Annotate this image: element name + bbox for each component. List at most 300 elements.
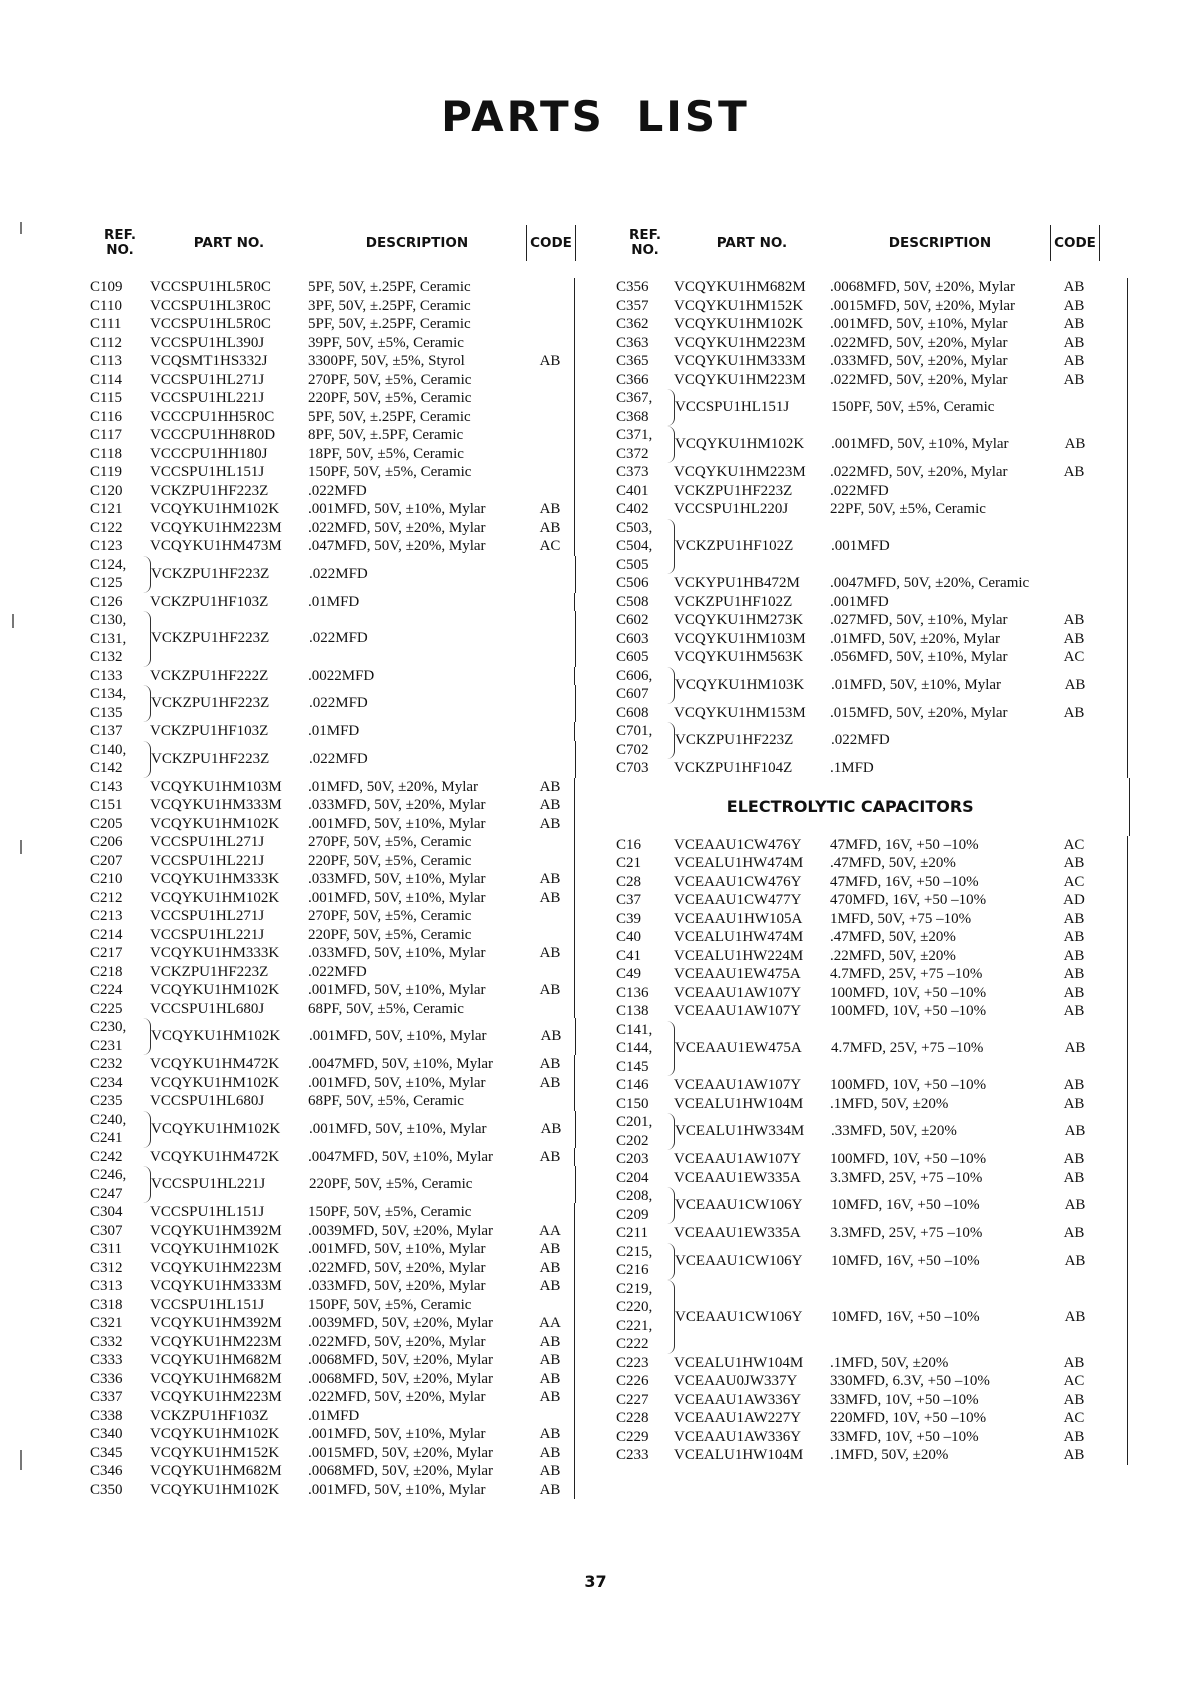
ref-no [612, 1354, 674, 1373]
part-number: VCQYKU1HM473M [150, 538, 282, 554]
code: AB [1063, 966, 1085, 982]
code: AD [1063, 892, 1085, 908]
table-row [612, 1095, 1127, 1114]
ref-label: C229 [616, 1428, 649, 1445]
description: .1MFD, 50V, ±20% [830, 1447, 949, 1463]
description: 47MFD, 16V, +50 –10% [830, 873, 979, 890]
part-number: VCCSPU1HL271J [150, 371, 265, 388]
ref-no [88, 463, 150, 482]
code [527, 556, 576, 593]
table-row [612, 1113, 1127, 1150]
ref-label: C227 [616, 1391, 649, 1408]
ref-label: C118 [90, 445, 122, 462]
ref-label: C113 [90, 353, 122, 369]
ref-label: C135 [90, 704, 123, 721]
description: .033MFD, 50V, ±20%, Mylar [830, 353, 1008, 369]
ref-no [612, 947, 674, 966]
ref-label: C367, [616, 390, 653, 406]
ref-no [612, 1187, 675, 1224]
code: AB [1064, 1123, 1086, 1139]
description: .001MFD [831, 537, 890, 554]
ref-label: C213 [90, 908, 123, 924]
table-row [612, 1002, 1127, 1021]
ref-no [88, 870, 150, 889]
ref-label: C16 [616, 836, 642, 853]
table-row [88, 1166, 600, 1203]
ref-label: C205 [90, 815, 123, 832]
code: AB [526, 944, 575, 963]
table-row [88, 815, 600, 834]
description: 10MFD, 16V, +50 –10% [831, 1252, 980, 1269]
table-row [88, 1481, 600, 1500]
ref-no [612, 836, 674, 855]
part-number: VCQYKU1HM472K [150, 1056, 280, 1072]
ref-no [88, 556, 151, 593]
description: 220PF, 50V, ±5%, Ceramic [308, 852, 472, 869]
table-row [88, 1259, 600, 1278]
table-row [88, 1388, 600, 1407]
table-row [612, 630, 1127, 649]
table-row [612, 593, 1127, 612]
code: AC [1063, 836, 1085, 853]
ref-no [612, 611, 674, 630]
parts-table-right [612, 218, 1128, 1465]
ref-label: C115 [90, 390, 122, 406]
ref-no [612, 1428, 674, 1447]
ref-no [612, 928, 674, 947]
code [526, 482, 575, 501]
ref-no [88, 1444, 150, 1463]
part-number: VCQYKU1HM102K [675, 436, 805, 452]
description: .001MFD, 50V, ±10%, Mylar [308, 501, 486, 517]
part-number: VCQYKU1HM333M [674, 353, 806, 369]
part-number: VCCSPU1HL5R0C [150, 316, 271, 332]
table-row [612, 278, 1127, 297]
ref-label: C401 [616, 482, 649, 499]
code [526, 1407, 575, 1426]
description: .001MFD, 50V, ±10%, Mylar [308, 1481, 486, 1498]
ref-label: C138 [616, 1003, 649, 1019]
code [526, 852, 575, 871]
ref-no [88, 1000, 150, 1019]
description: .022MFD [309, 565, 368, 582]
part-number: VCEAAU1AW227Y [674, 1410, 802, 1426]
ref-no [88, 907, 150, 926]
part-number: VCQYKU1HM563K [674, 649, 804, 665]
ref-label: C608 [616, 704, 649, 721]
table-row [88, 1425, 600, 1444]
code [527, 685, 576, 722]
ref-label: C346 [90, 1463, 123, 1479]
table-row [88, 907, 600, 926]
code: AB [1064, 676, 1086, 693]
part-number: VCCSPU1HL680J [150, 1093, 265, 1109]
table-row [88, 1351, 600, 1370]
description: 220PF, 50V, ±5%, Ceramic [309, 1176, 473, 1192]
part-number: VCQYKU1HM102K [150, 1426, 280, 1442]
margin-mark [20, 222, 22, 234]
ref-no [88, 778, 150, 797]
table-row [612, 910, 1127, 929]
part-number: VCQSMT1HS332J [150, 353, 268, 369]
code: AB [527, 1111, 576, 1148]
part-number: VCKZPU1HF223Z [151, 630, 270, 646]
ref-no [612, 1446, 674, 1465]
code [527, 1166, 576, 1203]
ref-label: C246, [90, 1167, 127, 1183]
description: .0015MFD, 50V, ±20%, Mylar [830, 297, 1016, 314]
table-row [612, 722, 1127, 759]
ref-no [88, 1370, 150, 1389]
ref-no [612, 482, 674, 501]
description: 100MFD, 10V, +50 –10% [830, 1077, 987, 1093]
ref-no [612, 1021, 675, 1077]
code: AB [1063, 855, 1085, 871]
table-row [88, 1314, 600, 1333]
description: 100MFD, 10V, +50 –10% [830, 1151, 987, 1167]
part-number: VCCSPU1HL390J [150, 334, 265, 351]
description: .022MFD, 50V, ±20%, Mylar [830, 334, 1008, 351]
ref-no [88, 1074, 150, 1093]
code: AB [1063, 334, 1085, 351]
ref-no [88, 593, 150, 612]
description: .027MFD, 50V, ±10%, Mylar [830, 612, 1008, 628]
code: AC [1063, 873, 1085, 890]
table-row [88, 852, 600, 871]
ref-no [612, 1150, 674, 1169]
ref-label: C144, [616, 1040, 653, 1056]
ref-no [88, 445, 150, 464]
ref-label: C226 [616, 1373, 649, 1389]
ref-no [88, 1203, 150, 1222]
ref-no [612, 1372, 674, 1391]
code: AB [1063, 353, 1085, 369]
description: .0047MFD, 50V, ±20%, Ceramic [830, 575, 1030, 591]
description: .01MFD [308, 1407, 360, 1424]
ref-no [88, 1277, 150, 1296]
code [526, 963, 575, 982]
ref-label: C124, [90, 556, 127, 573]
code [526, 1000, 575, 1019]
description: .033MFD, 50V, ±10%, Mylar [308, 945, 486, 961]
part-number: VCQYKU1HM392M [150, 1222, 282, 1239]
part-number: VCEAAU1AW107Y [674, 1077, 802, 1093]
table-row [88, 1018, 600, 1055]
ref-label: C133 [90, 667, 123, 684]
ref-no [88, 1407, 150, 1426]
description: .047MFD, 50V, ±20%, Mylar [308, 538, 486, 554]
part-number: VCQYKU1HM152K [674, 297, 804, 314]
ref-label: C247 [90, 1185, 123, 1202]
part-number: VCQYKU1HM682M [150, 1463, 282, 1479]
part-number: VCKZPU1HF223Z [151, 695, 270, 711]
table-row [88, 796, 600, 815]
ref-label: C701, [616, 723, 653, 739]
description: 8PF, 50V, ±.5PF, Ceramic [308, 427, 464, 443]
part-number: VCKZPU1HF222Z [150, 667, 269, 684]
ref-label: C313 [90, 1278, 123, 1294]
ref-label: C143 [90, 778, 123, 795]
ref-label: C210 [90, 871, 123, 887]
code: AB [1063, 1169, 1085, 1186]
part-number: VCEAAU1EW335A [674, 1225, 801, 1241]
ref-label: C212 [90, 889, 123, 906]
code: AB [526, 1370, 575, 1389]
table-row [88, 1092, 600, 1111]
table-row [612, 1409, 1127, 1428]
description: .022MFD, 50V, ±20%, Mylar [308, 1333, 486, 1350]
ref-label: C373 [616, 464, 649, 480]
description: 150PF, 50V, ±5%, Ceramic [308, 1296, 472, 1313]
ref-label: C228 [616, 1410, 649, 1426]
ref-no [88, 371, 150, 390]
table-row [88, 556, 600, 593]
ref-no [88, 1240, 150, 1259]
table-row [612, 1446, 1127, 1465]
table-row [88, 408, 600, 427]
code [526, 334, 575, 353]
table-row [612, 352, 1127, 371]
description: .022MFD, 50V, ±20%, Mylar [308, 519, 486, 536]
ref-label: C150 [616, 1095, 649, 1112]
ref-no [612, 722, 675, 759]
ref-no [88, 926, 150, 945]
description: .022MFD, 50V, ±20%, Mylar [308, 1389, 486, 1405]
part-number: VCEAAU1AW336Y [674, 1391, 802, 1408]
ref-no [88, 685, 151, 722]
description: .022MFD, 50V, ±20%, Mylar [830, 371, 1008, 388]
table-row [612, 836, 1127, 855]
ref-no [88, 796, 150, 815]
table-row [612, 389, 1127, 426]
table-row [88, 1203, 600, 1222]
part-number: VCQYKU1HM102K [150, 815, 280, 832]
part-number: VCCSPU1HL151J [150, 464, 265, 480]
ref-label: C130, [90, 612, 127, 628]
ref-label: C235 [90, 1093, 123, 1109]
ref-no [88, 1388, 150, 1407]
code: AB [526, 1388, 575, 1407]
description: 33MFD, 10V, +50 –10% [830, 1428, 979, 1445]
code: AB [1063, 704, 1085, 721]
ref-no [88, 352, 150, 371]
ref-no [612, 574, 674, 593]
code: AB [526, 1333, 575, 1352]
code: AC [526, 537, 575, 556]
part-number: VCQYKU1HM682M [150, 1370, 282, 1387]
code: AB [1063, 1225, 1085, 1241]
code [526, 278, 575, 297]
code: AB [1063, 1428, 1085, 1445]
code: AB [1063, 1354, 1085, 1371]
table-row [88, 1407, 600, 1426]
part-number: VCEAAU1AW107Y [674, 1151, 802, 1167]
table-row [612, 1391, 1127, 1410]
ref-no [612, 593, 674, 612]
description: .0068MFD, 50V, ±20%, Mylar [308, 1352, 494, 1368]
header-description: DESCRIPTION [888, 235, 992, 251]
description: 220MFD, 10V, +50 –10% [830, 1410, 987, 1426]
ref-label: C363 [616, 334, 649, 351]
description: .001MFD, 50V, ±10%, Mylar [831, 436, 1009, 452]
part-number: VCQYKU1HM223M [674, 371, 806, 388]
ref-no [612, 500, 674, 519]
description: .47MFD, 50V, ±20% [830, 855, 956, 871]
part-number: VCKZPU1HF104Z [674, 760, 793, 776]
code: AB [526, 889, 575, 908]
ref-no [88, 1111, 151, 1148]
ref-no [88, 408, 150, 427]
part-number: VCKYPU1HB472M [674, 575, 800, 591]
code [526, 833, 575, 852]
ref-label: C117 [90, 427, 122, 443]
description: .001MFD, 50V, ±10%, Mylar [308, 1241, 486, 1257]
description: .001MFD, 50V, ±10%, Mylar [830, 316, 1008, 332]
part-number: VCEAAU1CW476Y [674, 873, 802, 890]
ref-no [88, 1148, 150, 1167]
code: AB [1064, 436, 1086, 452]
part-number: VCEAAU1AW107Y [674, 984, 802, 1001]
ref-label: C112 [90, 334, 122, 351]
ref-label: C110 [90, 297, 122, 314]
ref-no [612, 704, 674, 723]
ref-no [612, 278, 674, 297]
code: AB [526, 1462, 575, 1481]
part-number: VCEAAU1AW107Y [674, 1003, 802, 1019]
table-row [88, 500, 600, 519]
ref-label: C37 [616, 892, 642, 908]
ref-no [88, 852, 150, 871]
ref-label: C231 [90, 1037, 123, 1054]
ref-label: C146 [616, 1077, 649, 1093]
page-number: 37 [584, 1572, 607, 1591]
ref-no [88, 1462, 150, 1481]
description: 68PF, 50V, ±5%, Ceramic [308, 1000, 464, 1017]
part-number: VCKZPU1HF102Z [675, 537, 794, 554]
description: 39PF, 50V, ±5%, Ceramic [308, 334, 464, 351]
description: 1MFD, 50V, +75 –10% [830, 910, 972, 927]
code [526, 389, 575, 408]
code: AB [526, 1351, 575, 1370]
ref-no [88, 611, 151, 667]
ref-label: C109 [90, 279, 123, 295]
part-number: VCEALU1HW224M [674, 947, 804, 964]
code: AB [526, 796, 575, 815]
ref-no [88, 297, 150, 316]
description: 470MFD, 16V, +50 –10% [830, 892, 987, 908]
description: 33MFD, 10V, +50 –10% [830, 1391, 979, 1408]
table-row [88, 1444, 600, 1463]
ref-no [88, 389, 150, 408]
description: .033MFD, 50V, ±20%, Mylar [308, 1278, 486, 1294]
description: 150PF, 50V, ±5%, Ceramic [308, 464, 472, 480]
part-number: VCKZPU1HF223Z [151, 750, 270, 767]
table-row [612, 1243, 1127, 1280]
table-row [88, 371, 600, 390]
ref-no [612, 1280, 675, 1354]
code [526, 297, 575, 316]
table-row [612, 463, 1127, 482]
part-number: VCQYKU1HM102K [150, 889, 280, 906]
ref-no [88, 1314, 150, 1333]
table-row [612, 426, 1127, 463]
ref-label: C40 [616, 929, 642, 945]
description: 4.7MFD, 25V, +75 –10% [830, 966, 983, 982]
ref-label: C111 [90, 316, 122, 332]
ref-label: C232 [90, 1056, 123, 1072]
table-row [88, 426, 600, 445]
ref-label: C318 [90, 1296, 123, 1313]
ref-label: C234 [90, 1074, 123, 1091]
code: AB [1063, 316, 1085, 332]
table-row [612, 519, 1127, 575]
ref-label: C336 [90, 1370, 123, 1387]
part-number: VCQYKU1HM102K [150, 1241, 280, 1257]
ref-label: C203 [616, 1151, 649, 1167]
description: .01MFD, 50V, ±20%, Mylar [830, 630, 1001, 647]
ref-label: C345 [90, 1444, 123, 1461]
code [1050, 593, 1098, 612]
description: .022MFD [309, 750, 368, 767]
part-number: VCQYKU1HM273K [674, 612, 804, 628]
code [527, 741, 576, 778]
code [526, 315, 575, 334]
ref-no [612, 297, 674, 316]
code: AB [1064, 1252, 1086, 1269]
ref-label: C131, [90, 630, 127, 647]
code: AC [1063, 649, 1085, 665]
ref-no [88, 1259, 150, 1278]
table-row [88, 463, 600, 482]
description: 270PF, 50V, ±5%, Ceramic [308, 371, 472, 388]
part-number: VCQYKU1HM102K [151, 1028, 281, 1044]
description: .01MFD, 50V, ±20%, Mylar [308, 778, 479, 795]
description: .1MFD [830, 760, 874, 776]
ref-no [88, 722, 150, 741]
description: .0068MFD, 50V, ±20%, Mylar [308, 1370, 494, 1387]
description: .001MFD, 50V, ±10%, Mylar [308, 815, 486, 832]
ref-label: C28 [616, 873, 642, 890]
code [1050, 574, 1098, 593]
ref-label: C145 [616, 1058, 649, 1075]
table-row [612, 854, 1127, 873]
table-row [88, 963, 600, 982]
description: .0068MFD, 50V, ±20%, Mylar [308, 1463, 494, 1479]
ref-no [612, 984, 674, 1003]
ref-no [88, 1092, 150, 1111]
ref-label: C311 [90, 1241, 122, 1257]
ref-no [88, 334, 150, 353]
ref-label: C607 [616, 686, 649, 702]
part-number: VCEAAU1HW105A [674, 910, 803, 927]
table-row [88, 1277, 600, 1296]
header-description: DESCRIPTION [365, 235, 469, 251]
ref-label: C307 [90, 1222, 123, 1239]
ref-no [612, 334, 674, 353]
description: 4.7MFD, 25V, +75 –10% [831, 1039, 984, 1056]
ref-no [612, 965, 674, 984]
ref-no [88, 833, 150, 852]
ref-label: C506 [616, 575, 649, 591]
ref-no [612, 1113, 675, 1150]
ref-label: C340 [90, 1426, 123, 1442]
ref-label: C504, [616, 538, 653, 554]
ref-label: C242 [90, 1148, 123, 1165]
ref-no [88, 815, 150, 834]
ref-label: C21 [616, 855, 642, 871]
part-number: VCQYKU1HM333K [150, 871, 280, 887]
code [526, 426, 575, 445]
